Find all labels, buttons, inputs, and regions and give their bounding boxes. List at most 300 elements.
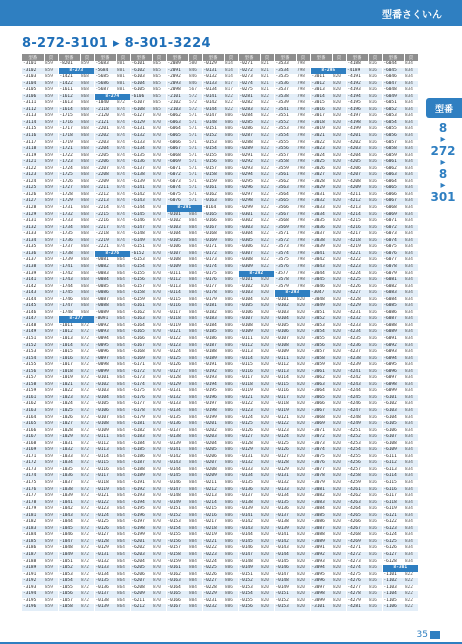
page-ref-cell: 798 bbox=[296, 192, 310, 199]
model-number-cell: -6086 bbox=[382, 310, 404, 317]
page-ref-cell: 816 bbox=[368, 480, 382, 487]
page-ref-cell: 798 bbox=[296, 277, 310, 284]
page-ref-cell: 870 bbox=[152, 487, 166, 494]
page-ref-cell: 820 bbox=[260, 565, 274, 572]
model-number-cell: -0162 bbox=[202, 192, 224, 199]
series-marker: 8-274 bbox=[94, 94, 130, 101]
model-number-cell: -6069 bbox=[382, 212, 404, 219]
model-number-cell: -0148 bbox=[238, 559, 260, 566]
column-header-model: 型番 bbox=[202, 54, 224, 61]
model-number-cell: -6195 bbox=[130, 506, 152, 513]
model-number-cell: -0185 bbox=[202, 329, 224, 336]
model-number-cell: -0133 bbox=[202, 81, 224, 88]
model-number-cell: -0193 bbox=[202, 375, 224, 382]
model-number-cell: -3569 bbox=[274, 225, 296, 232]
model-number-cell: -2093 bbox=[166, 81, 188, 88]
page-ref-cell: 868 bbox=[80, 271, 94, 278]
series-marker: 8-301 bbox=[382, 565, 418, 572]
model-number-cell: -0136 bbox=[94, 585, 116, 592]
series-marker: 8-276 bbox=[94, 251, 130, 258]
model-number-cell: -0105 bbox=[94, 401, 116, 408]
model-number-cell: -0132 bbox=[94, 559, 116, 566]
page-ref-cell: 864 bbox=[116, 375, 130, 382]
page-ref-cell: 798 bbox=[296, 94, 310, 101]
page-ref-cell: 872 bbox=[80, 473, 94, 480]
model-number-cell: -3143 bbox=[22, 290, 44, 297]
model-number-cell: -1041 bbox=[58, 500, 80, 507]
page-ref-cell: 872 bbox=[80, 369, 94, 376]
page-ref-cell: 804 bbox=[188, 434, 202, 441]
model-number-cell: -6107 bbox=[130, 100, 152, 107]
page-ref-cell: 859 bbox=[44, 343, 58, 350]
model-number-cell: -1732 bbox=[58, 212, 80, 219]
page-ref-cell: 804 bbox=[188, 408, 202, 415]
model-number-cell: -4248 bbox=[346, 415, 368, 422]
model-number-cell: -6197 bbox=[130, 519, 152, 526]
model-number-cell: -6091 bbox=[382, 336, 404, 343]
page-ref-cell: 820 bbox=[332, 388, 346, 395]
page-ref-cell: 859 bbox=[44, 297, 58, 304]
page-ref-cell: 859 bbox=[44, 271, 58, 278]
side-tab[interactable] bbox=[426, 98, 462, 118]
page-ref-cell: 874 bbox=[116, 244, 130, 251]
page-ref-cell: 870 bbox=[152, 225, 166, 232]
page-ref-cell: 870 bbox=[152, 244, 166, 251]
page-ref-cell: 822 bbox=[224, 94, 238, 101]
page-ref-cell: 822 bbox=[260, 238, 274, 245]
model-number-cell: -4194 bbox=[346, 94, 368, 101]
model-number-cell: -3138 bbox=[22, 264, 44, 271]
page-ref-cell: 820 bbox=[332, 408, 346, 415]
model-number-cell: -6185 bbox=[130, 447, 152, 454]
model-number-cell: -4277 bbox=[346, 585, 368, 592]
model-number-cell: -0213 bbox=[202, 493, 224, 500]
page-ref-cell: 834 bbox=[404, 277, 418, 284]
page-ref-cell: 864 bbox=[116, 434, 130, 441]
page-ref-cell: 870 bbox=[152, 159, 166, 166]
page-ref-cell: 820 bbox=[296, 303, 310, 310]
model-number-cell: -3083 bbox=[310, 500, 332, 507]
model-number-cell: -6063 bbox=[166, 120, 188, 127]
model-number-cell: -0122 bbox=[94, 500, 116, 507]
page-ref-cell: 820 bbox=[332, 179, 346, 186]
page-ref-cell: 816 bbox=[368, 107, 382, 114]
model-number-cell: -6083 bbox=[382, 290, 404, 297]
page-ref-cell: 834 bbox=[404, 467, 418, 474]
page-ref-cell: 806 bbox=[224, 467, 238, 474]
page-ref-cell: 865 bbox=[152, 68, 166, 75]
model-number-cell: -4249 bbox=[346, 421, 368, 428]
model-number-cell: -0154 bbox=[166, 526, 188, 533]
model-number-cell: -3099 bbox=[310, 598, 332, 605]
model-number-cell: -6088 bbox=[382, 323, 404, 330]
page-ref-cell: 806 bbox=[224, 212, 238, 219]
model-number-cell: -3146 bbox=[22, 310, 44, 317]
page-ref-cell: 820 bbox=[260, 487, 274, 494]
model-number-cell: -1744 bbox=[58, 284, 80, 291]
model-number-cell: -6151 bbox=[130, 244, 152, 251]
model-number-cell: -0126 bbox=[274, 447, 296, 454]
model-number-cell: -4232 bbox=[346, 316, 368, 323]
model-number-cell: -1103 bbox=[382, 585, 404, 592]
model-number-cell: -6048 bbox=[382, 87, 404, 94]
page-ref-cell: 816 bbox=[368, 277, 382, 284]
page-ref-cell: 798 bbox=[296, 107, 310, 114]
page-ref-cell: 820 bbox=[332, 133, 346, 140]
page-ref-cell: 806 bbox=[224, 218, 238, 225]
model-number-cell: -6072 bbox=[382, 225, 404, 232]
model-number-cell: -1034 bbox=[58, 460, 80, 467]
model-number-cell: -6066 bbox=[166, 140, 188, 147]
model-number-cell: -6159 bbox=[130, 297, 152, 304]
model-number-cell: -6058 bbox=[382, 146, 404, 153]
page-ref-cell: 834 bbox=[404, 68, 418, 75]
model-number-cell: -6178 bbox=[130, 408, 152, 415]
model-number-cell: -3121 bbox=[22, 159, 44, 166]
page-ref-cell: 859 bbox=[44, 316, 58, 323]
page-ref-cell: 820 bbox=[296, 447, 310, 454]
page-ref-cell: 814 bbox=[224, 61, 238, 68]
page-ref-cell: 820 bbox=[296, 369, 310, 376]
model-number-cell: -1022 bbox=[58, 388, 80, 395]
page-ref-cell: 859 bbox=[44, 257, 58, 264]
model-number-cell: -0127 bbox=[166, 369, 188, 376]
model-number-cell: -0116 bbox=[238, 369, 260, 376]
page-ref-cell: 820 bbox=[296, 401, 310, 408]
model-number-cell: -3196 bbox=[22, 604, 44, 611]
model-number-cell: -6105 bbox=[130, 87, 152, 94]
model-number-cell: -1422 bbox=[58, 81, 80, 88]
model-number-cell: -3158 bbox=[22, 382, 44, 389]
model-number-cell: -4262 bbox=[346, 493, 368, 500]
model-number-cell: -3059 bbox=[310, 362, 332, 369]
model-number-cell: -6182 bbox=[130, 428, 152, 435]
model-number-cell: -0145 bbox=[238, 539, 260, 546]
page-ref-cell: 859 bbox=[44, 598, 58, 605]
model-number-cell: -2201 bbox=[94, 126, 116, 133]
page-ref-cell: 806 bbox=[224, 271, 238, 278]
page-ref-cell: 820 bbox=[296, 441, 310, 448]
page-ref-cell: 816 bbox=[368, 487, 382, 494]
page-ref-cell: 859 bbox=[44, 382, 58, 389]
page-ref-cell: 859 bbox=[44, 238, 58, 245]
model-number-cell: -6072 bbox=[166, 172, 188, 179]
page-ref-cell: 822 bbox=[260, 166, 274, 173]
model-number-cell: -0156 bbox=[166, 539, 188, 546]
model-number-cell: -3537 bbox=[274, 87, 296, 94]
model-number-cell: -0103 bbox=[238, 290, 260, 297]
model-number-cell: -1051 bbox=[58, 559, 80, 566]
model-number-cell: -6101 bbox=[130, 61, 152, 68]
model-number-cell: -3555 bbox=[274, 140, 296, 147]
page-ref-cell: 872 bbox=[80, 447, 94, 454]
page-ref-cell: 816 bbox=[368, 159, 382, 166]
page-ref-cell: 806 bbox=[224, 192, 238, 199]
page-ref-cell: 820 bbox=[332, 598, 346, 605]
page-ref-cell: 859 bbox=[44, 591, 58, 598]
model-number-cell: -0302 bbox=[238, 218, 260, 225]
page-ref-cell: 820 bbox=[332, 74, 346, 81]
model-number-cell: -6167 bbox=[130, 343, 152, 350]
page-ref-cell: 814 bbox=[224, 68, 238, 75]
page-ref-cell: 816 bbox=[368, 192, 382, 199]
page-ref-cell: 820 bbox=[296, 513, 310, 520]
model-number-cell: -0194 bbox=[202, 382, 224, 389]
page-ref-cell: 859 bbox=[44, 349, 58, 356]
page-ref-cell: 820 bbox=[296, 500, 310, 507]
page-ref-cell: 864 bbox=[116, 336, 130, 343]
page-ref-cell: 820 bbox=[332, 107, 346, 114]
page-ref-cell: 870 bbox=[152, 532, 166, 539]
model-number-cell: -0125 bbox=[166, 356, 188, 363]
model-number-cell: -3092 bbox=[310, 552, 332, 559]
model-number-cell: -3135 bbox=[22, 244, 44, 251]
model-number-cell: -0109 bbox=[166, 264, 188, 271]
model-number-cell: -0096 bbox=[94, 349, 116, 356]
page-ref-cell: 806 bbox=[224, 506, 238, 513]
page-ref-cell: 820 bbox=[260, 375, 274, 382]
model-number-cell: -4237 bbox=[346, 349, 368, 356]
model-number-cell: -3129 bbox=[22, 212, 44, 219]
model-number-cell: -6169 bbox=[130, 356, 152, 363]
model-number-cell: -0308 bbox=[238, 257, 260, 264]
model-number-cell: -3128 bbox=[22, 205, 44, 212]
page-ref-cell: 822 bbox=[224, 107, 238, 114]
page-ref-cell: 820 bbox=[332, 100, 346, 107]
model-number-cell: -0206 bbox=[202, 454, 224, 461]
model-number-cell: -1738 bbox=[58, 251, 80, 258]
model-number-cell: -4261 bbox=[346, 487, 368, 494]
page-ref-cell: 820 bbox=[260, 343, 274, 350]
page-ref-cell: 870 bbox=[152, 349, 166, 356]
model-number-cell: -0184 bbox=[202, 323, 224, 330]
model-number-cell: -1043 bbox=[58, 513, 80, 520]
model-number-cell: -4188 bbox=[346, 61, 368, 68]
page-ref-cell: 859 bbox=[44, 87, 58, 94]
page-ref-cell: 872 bbox=[80, 434, 94, 441]
model-number-cell: -0153 bbox=[238, 585, 260, 592]
model-number-cell: -3101 bbox=[22, 61, 44, 68]
model-number-cell: -2207 bbox=[94, 166, 116, 173]
model-number-cell: -2219 bbox=[94, 238, 116, 245]
page-ref-cell: 798 bbox=[296, 198, 310, 205]
page-ref-cell: 804 bbox=[188, 290, 202, 297]
page-ref-cell: 859 bbox=[44, 225, 58, 232]
column-header-page: 頁 bbox=[296, 54, 310, 61]
page-ref-cell: 834 bbox=[404, 421, 418, 428]
page-ref-cell: 820 bbox=[296, 467, 310, 474]
model-number-cell: -0288 bbox=[238, 140, 260, 147]
model-number-cell: -3118 bbox=[22, 146, 44, 153]
model-number-cell: -3114 bbox=[22, 120, 44, 127]
page-ref-cell: 806 bbox=[224, 349, 238, 356]
model-number-cell: -4241 bbox=[346, 369, 368, 376]
model-number-cell: -0131 bbox=[94, 552, 116, 559]
model-number-cell: -6102 bbox=[130, 68, 152, 75]
model-number-cell: -4225 bbox=[346, 277, 368, 284]
page-ref-cell: 868 bbox=[80, 244, 94, 251]
model-number-cell: -3124 bbox=[22, 179, 44, 186]
model-number-cell: -6121 bbox=[382, 513, 404, 520]
page-ref-cell: 864 bbox=[116, 349, 130, 356]
page-ref-cell: 804 bbox=[188, 401, 202, 408]
page-ref-cell: 820 bbox=[332, 153, 346, 160]
page-ref-cell: 868 bbox=[80, 225, 94, 232]
model-number-cell: -3067 bbox=[310, 408, 332, 415]
page-ref-cell: 816 bbox=[368, 251, 382, 258]
page-ref-cell: 816 bbox=[368, 329, 382, 336]
page-ref-cell: 816 bbox=[368, 578, 382, 585]
page-ref-cell: 816 bbox=[368, 506, 382, 513]
page-ref-cell: 868 bbox=[80, 166, 94, 173]
model-number-cell: -3137 bbox=[22, 257, 44, 264]
model-number-cell: -0124 bbox=[238, 415, 260, 422]
model-number-cell: -8201 bbox=[58, 61, 80, 68]
model-number-cell: -0148 bbox=[166, 493, 188, 500]
model-number-cell: -6071 bbox=[382, 218, 404, 225]
page-ref-cell: 816 bbox=[368, 395, 382, 402]
page-ref-cell: 872 bbox=[80, 500, 94, 507]
page-ref-cell: 820 bbox=[260, 604, 274, 611]
page-ref-cell: 870 bbox=[152, 604, 166, 611]
model-number-cell: -6142 bbox=[130, 192, 152, 199]
page-ref-cell: 820 bbox=[332, 382, 346, 389]
model-number-cell: -4253 bbox=[346, 441, 368, 448]
page-ref-cell: 820 bbox=[260, 545, 274, 552]
model-number-cell: -0113 bbox=[94, 447, 116, 454]
page-ref-cell: 816 bbox=[368, 343, 382, 350]
model-number-cell: -0147 bbox=[166, 487, 188, 494]
model-number-cell: -3056 bbox=[310, 343, 332, 350]
page-ref-cell: 865 bbox=[152, 74, 166, 81]
model-number-cell: -3069 bbox=[310, 421, 332, 428]
page-ref-cell: 806 bbox=[224, 572, 238, 579]
model-number-cell: -3074 bbox=[310, 447, 332, 454]
page-ref-cell: 820 bbox=[296, 408, 310, 415]
model-number-cell: -3023 bbox=[310, 146, 332, 153]
model-number-cell: -6118 bbox=[382, 500, 404, 507]
page-ref-cell: 859 bbox=[44, 604, 58, 611]
model-number-cell: -4245 bbox=[346, 395, 368, 402]
model-number-cell: -0214 bbox=[202, 500, 224, 507]
page-ref-cell: 820 bbox=[296, 480, 310, 487]
model-number-cell: -1057 bbox=[58, 598, 80, 605]
page-ref-cell: 870 bbox=[152, 329, 166, 336]
page-ref-cell: 798 bbox=[296, 140, 310, 147]
page-ref-cell: 834 bbox=[404, 487, 418, 494]
page-ref-cell: 820 bbox=[332, 140, 346, 147]
page-ref-cell: 874 bbox=[116, 225, 130, 232]
page-ref-cell: 816 bbox=[368, 467, 382, 474]
model-number-cell: -0125 bbox=[238, 421, 260, 428]
page-ref-cell: 820 bbox=[296, 388, 310, 395]
model-number-cell: -0227 bbox=[202, 578, 224, 585]
column-header-model: 型番 bbox=[238, 54, 260, 61]
page-ref-cell: 872 bbox=[80, 460, 94, 467]
page-marker-icon bbox=[430, 631, 440, 639]
page-ref-cell: 820 bbox=[260, 303, 274, 310]
model-number-cell: -6106 bbox=[130, 94, 152, 101]
page-ref-cell: 834 bbox=[404, 480, 418, 487]
column-header-model: 型番 bbox=[274, 54, 296, 61]
page-ref-cell: 806 bbox=[224, 421, 238, 428]
model-number-cell: -1052 bbox=[58, 565, 80, 572]
model-number-cell: -0166 bbox=[166, 598, 188, 605]
model-number-cell: -1733 bbox=[58, 218, 80, 225]
page-ref-cell: 859 bbox=[44, 61, 58, 68]
page-ref-cell: 859 bbox=[44, 356, 58, 363]
model-number-cell: -0167 bbox=[202, 225, 224, 232]
page-ref-cell: 859 bbox=[44, 585, 58, 592]
model-number-cell: -0157 bbox=[166, 545, 188, 552]
page-ref-cell: 870 bbox=[152, 146, 166, 153]
model-number-cell: -3574 bbox=[274, 251, 296, 258]
index-table-container bbox=[22, 54, 418, 624]
page-ref-cell: 864 bbox=[116, 598, 130, 605]
model-number-cell: -0137 bbox=[238, 493, 260, 500]
page-ref-cell: 834 bbox=[404, 408, 418, 415]
page-ref-cell: 806 bbox=[224, 336, 238, 343]
model-number-cell: -3157 bbox=[22, 375, 44, 382]
page-ref-cell: 868 bbox=[80, 81, 94, 88]
side-range-start: 8 bbox=[438, 121, 448, 135]
model-number-cell: -0226 bbox=[202, 572, 224, 579]
page-ref-cell: 820 bbox=[332, 316, 346, 323]
page-ref-cell: 816 bbox=[368, 113, 382, 120]
page-ref-cell: 571 bbox=[188, 172, 202, 179]
model-number-cell: -0138 bbox=[94, 598, 116, 605]
page-ref-cell: 806 bbox=[224, 362, 238, 369]
page-ref-cell: 834 bbox=[404, 343, 418, 350]
page-ref-cell: 804 bbox=[188, 218, 202, 225]
page-ref-cell: 816 bbox=[368, 401, 382, 408]
page-ref-cell: 816 bbox=[368, 133, 382, 140]
page-ref-cell: 870 bbox=[152, 408, 166, 415]
page-ref-cell: 864 bbox=[116, 382, 130, 389]
model-number-cell: -6145 bbox=[130, 212, 152, 219]
page-ref-cell: 804 bbox=[188, 421, 202, 428]
model-number-cell: -3075 bbox=[310, 454, 332, 461]
page-ref-cell: 804 bbox=[188, 559, 202, 566]
model-number-cell: -6056 bbox=[382, 133, 404, 140]
side-range-mid2: 8 bbox=[438, 167, 448, 181]
page-ref-cell: 820 bbox=[260, 532, 274, 539]
model-number-cell: -0146 bbox=[274, 565, 296, 572]
model-number-cell: -0286 bbox=[238, 126, 260, 133]
side-range-separator: ▸ bbox=[440, 157, 446, 168]
model-number-cell: -0112 bbox=[166, 277, 188, 284]
model-number-cell: -5687 bbox=[94, 87, 116, 94]
page-ref-cell: 820 bbox=[260, 460, 274, 467]
model-number-cell: -1029 bbox=[58, 434, 80, 441]
model-number-cell: -6107 bbox=[382, 434, 404, 441]
model-number-cell: -3062 bbox=[310, 375, 332, 382]
model-number-cell: -6075 bbox=[166, 192, 188, 199]
model-number-cell: -0129 bbox=[166, 382, 188, 389]
page-ref-cell: 820 bbox=[332, 454, 346, 461]
page-ref-cell: 859 bbox=[44, 310, 58, 317]
page-ref-cell: 859 bbox=[44, 212, 58, 219]
model-number-cell: -6079 bbox=[382, 271, 404, 278]
model-number-cell: -6073 bbox=[382, 231, 404, 238]
page-ref-cell: 806 bbox=[224, 395, 238, 402]
model-number-cell: -0164 bbox=[166, 585, 188, 592]
page-ref-cell: 820 bbox=[332, 284, 346, 291]
page-ref-cell: 822 bbox=[260, 153, 274, 160]
page-ref-cell: 806 bbox=[224, 297, 238, 304]
model-number-cell: -3541 bbox=[274, 107, 296, 114]
page-ref-cell: 834 bbox=[404, 532, 418, 539]
